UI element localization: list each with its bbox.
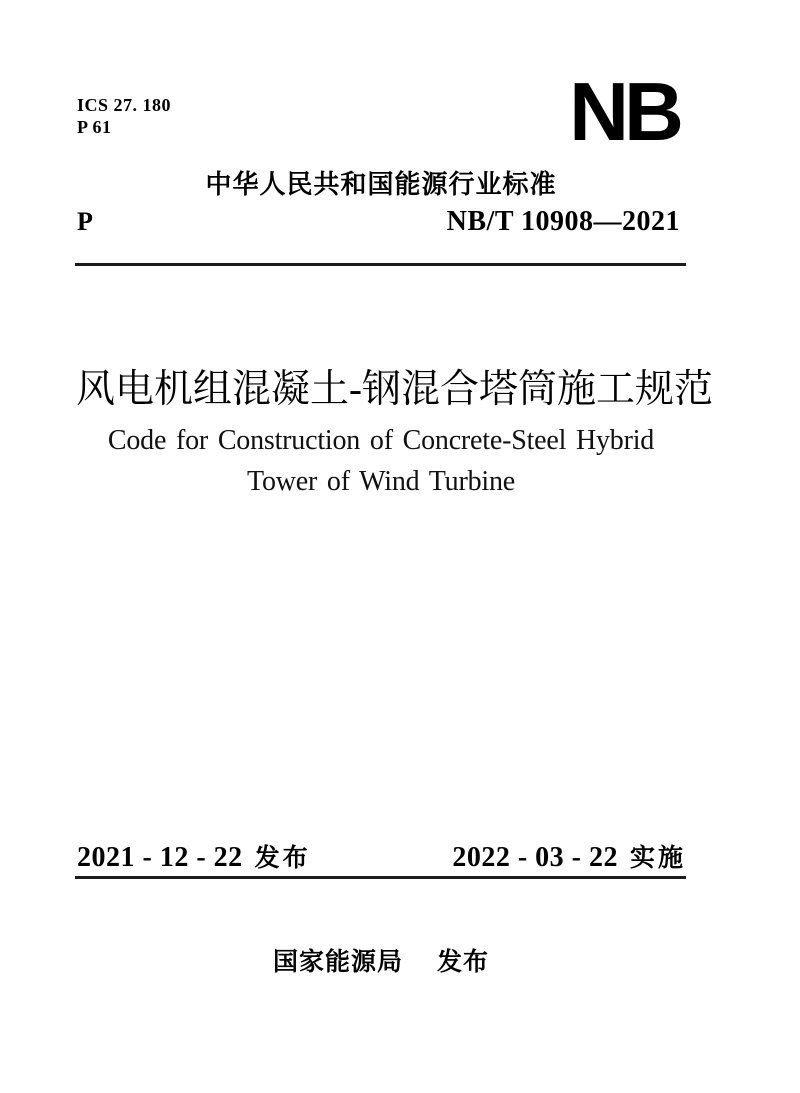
- implementation-date-group: [452, 842, 686, 874]
- document-title-chinese: 风电机组混凝土-钢混合塔筒施工规范: [76, 368, 713, 411]
- standard-category-heading: 中华人民共和国能源行业标准: [205, 169, 557, 199]
- document-title-english-line2: Tower of Wind Turbine: [247, 466, 515, 497]
- classification-code: P 61: [77, 117, 112, 137]
- issue-date-group: [77, 842, 311, 874]
- dates-row: [77, 842, 686, 874]
- document-title-english: [76, 420, 686, 502]
- publish-label: 发布: [437, 948, 490, 976]
- ics-code: ICS 27. 180: [77, 95, 172, 115]
- implementation-date: 2022 - 03 - 22: [452, 842, 618, 873]
- index-letter: P: [77, 207, 93, 236]
- header-divider-rule: [75, 263, 686, 266]
- footer-divider-rule: [75, 876, 686, 879]
- issue-date-label: 发布: [254, 844, 311, 872]
- standard-number: NB/T 10908—2021: [446, 206, 680, 237]
- issuing-body: 国家能源局: [272, 948, 403, 976]
- nb-logo: NB: [569, 65, 679, 158]
- document-title-english-line1: Code for Construction of Concrete-Steel Hybrid: [107, 425, 655, 456]
- issue-date: 2021 - 12 - 22: [77, 842, 243, 873]
- issuer-line: [76, 946, 686, 978]
- implementation-date-label: 实施: [629, 844, 686, 872]
- standard-number-row: [77, 207, 680, 237]
